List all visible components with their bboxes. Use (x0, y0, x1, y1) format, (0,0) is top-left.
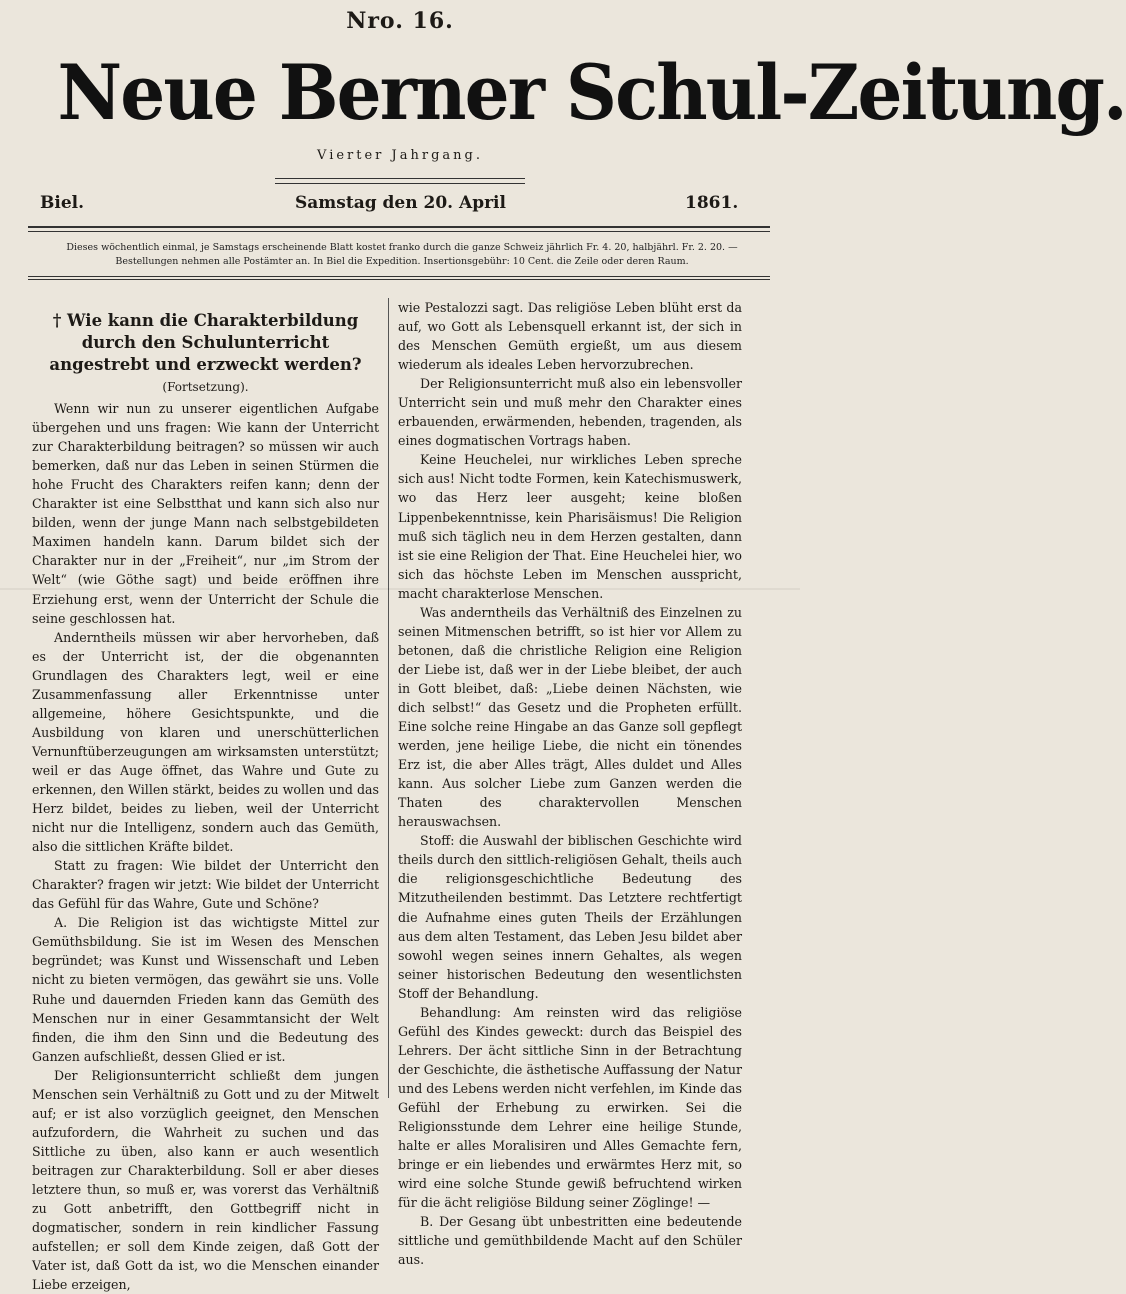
masthead-title: Neue Berner Schul-Zeitung. (57, 48, 1126, 137)
dateline-rule-2 (28, 231, 770, 232)
notice-rule (28, 276, 770, 277)
paragraph: Was anderntheils das Verhältniß des Einzelnen zu seinen Mitmenschen betrifft, so ist hier vor Allem zu betonen, daß die christliche Religion eine Religion der Liebe ist, daß wer in der Liebe bleibet, der auch in Gott bleibet, daß: „Liebe deinen Nächsten, wie dich selbst!“ das Gesetz und die Propheten erfüllt. Eine solche reine Hingabe an das Ganze soll gepflegt werden, jene heilige Liebe, die nicht ein tönendes Erz ist, die aber Alles trägt, Alles duldet und Alles kann. Aus solcher Liebe zum Ganzen werden die Thaten des charaktervollen Menschen herauswachsen. (398, 604, 742, 830)
dateline-rule-1 (28, 226, 770, 228)
article-title: † Wie kann die Charakterbildung durch den Schulunterricht angestrebt und erzweckt werden? (49, 311, 362, 374)
paragraph: Wenn wir nun zu unserer eigentlichen Aufgabe übergehen und uns fragen: Wie kann der Unterricht zur Charakterbildung beitragen? so müssen wir auch bemerken, daß nur das Leben in seinen Stürmen die hohe Frucht des Charakters reifen kann; denn der Charakter ist eine Selbstthat und kann sich also nur bilden, wenn der junge Mann nach selbstgebildeten Maximen handeln kann. Darum bildet sich der Charakter nur in der „Freiheit“, nur „im Strom der Welt“ (wie Göthe sagt) und beide eröffnen ihre Erziehung erst, wenn der Unterricht der Schule die seine geschlossen hat. (32, 401, 379, 626)
dateline (40, 193, 739, 219)
column-right (398, 298, 743, 1268)
notice-line-2: Bestellungen nehmen alle Postämter an. In Biel die Expedition. Insertionsgebühr: 10 Cent. die Zeile oder deren Raum. (115, 256, 689, 267)
issue-year: 1861. (685, 193, 739, 213)
notice-line-1: Dieses wöchentlich einmal, je Samstags erscheinende Blatt kostet franko durch die ganze Schweiz jährlich Fr. 4. 20, halbjährl. Fr. 2. 20. — (66, 242, 738, 253)
issue-date: Samstag den 20. April (295, 193, 506, 213)
paragraph: Behandlung: Am reinsten wird das religiöse Gefühl des Kindes geweckt: durch das Beispiel des Lehrers. Der ächt sittliche Sinn in der Betrachtung der Geschichte, die ästhetische Auffassung der Natur und des Lebens werden nicht verfehlen, im Kinde das Gefühl der Erhebung zu erwirken. Sei die Religionsstunde dem Lehrer eine heilige Stunde, halte er alles Moralisiren und Alles Gemachte fern, bringe er ein liebendes und erwärmtes Herz mit, so wird eine solche Stunde gewiß befruchtend wirken für die ächt religiöse Bildung seiner Zöglinge! — (398, 1004, 742, 1211)
paragraph: Der Religionsunterricht schließt dem jungen Menschen sein Verhältniß zu Gott und zu der Mitwelt auf; er ist also vorzüglich geeignet, den Menschen aufzufordern, die Wahrheit zu suchen und das Sittliche zu üben, also kann er auch wesentlich beitragen zur Charakterbildung. Soll er aber dieses letztere thun, so muß er, was vorerst das Verhältniß zu Gott anbetrifft, den Gottbegriff nicht in dogmatischer, sondern in rein kindlicher Fassung aufstellen; er soll dem Kinde zeigen, daß Gott der Vater ist, daß Gott da ist, wo die Menschen einander Liebe erzeigen, (32, 1067, 379, 1293)
paragraph: Anderntheils müssen wir aber hervorheben, daß es der Unterricht ist, der die obgenannten Grundlagen des Charakters legt, weil er eine Zusammenfassung aller Erkenntnisse unter allgemeine, höhere Gesichtspunkte, und die Ausbildung von klaren und unerschütterlichen Vernunftüberzeugungen am wirksamsten unterstützt; weil er das Auge öffnet, das Wahre und Gute zu erkennen, den Willen stärkt, beides zu wollen und das Herz bildet, beides zu lieben, weil der Unterricht nicht nur die Intelligenz, sondern auch das Gemüth, also die sittlichen Kräfte bildet. (32, 629, 379, 855)
article-continuation: (Fortsetzung). (162, 380, 249, 394)
column-left (32, 298, 379, 1293)
issue-number: Nro. 16. (346, 8, 454, 34)
masthead-rule-bottom (275, 183, 525, 184)
notice-rule-2 (28, 279, 770, 280)
volume-line: Vierter Jahrgang. (317, 148, 483, 163)
paragraph: wie Pestalozzi sagt. Das religiöse Leben blüht erst da auf, wo Gott als Lebensquell erkannt ist, der sich in des Menschen Gemüth ergießt, um aus diesem wiederum als ideales Leben hervorzubrechen. (398, 300, 742, 373)
subscription-notice (32, 241, 772, 269)
paragraph: A. Die Religion ist das wichtigste Mittel zur Gemüthsbildung. Sie ist im Wesen des Menschen begründet; was Kunst und Wissenschaft und Leben nicht zu bieten vermögen, das gewährt sie uns. Volle Ruhe und dauernden Frieden kann das Gemüth des Menschen nur in einer Gesammtansicht der Welt finden, die ihm den Sinn und die Bedeutung des Ganzen aufschließt, dessen Glied er ist. (32, 915, 379, 1064)
column-divider (388, 298, 389, 1098)
paper-fold (0, 588, 800, 590)
paragraph: Der Religionsunterricht muß also ein lebensvoller Unterricht sein und muß mehr den Charakter eines erbauenden, erwärmenden, hebenden, tragenden, als eines dogmatischen Vortrags haben. (398, 376, 742, 449)
paragraph: Stoff: die Auswahl der biblischen Geschichte wird theils durch den sittlich-religiösen Gehalt, theils auch die religionsgeschichtliche Bedeutung des Mitzutheilenden bestimmt. Das Letztere rechtfertigt die Aufnahme eines guten Theils der Erzählungen aus dem alten Testament, das Leben Jesu bildet aber sowohl wegen seines innern Gehaltes, als wegen seiner historischen Bedeutung den wesentlichsten Stoff der Behandlung. (398, 833, 742, 1001)
paragraph: Statt zu fragen: Wie bildet der Unterricht den Charakter? fragen wir jetzt: Wie bildet der Unterricht das Gefühl für das Wahre, Gute und Schöne? (32, 858, 379, 912)
paragraph: Keine Heuchelei, nur wirkliches Leben spreche sich aus! Nicht todte Formen, kein Katechismuswerk, wo das Herz leer ausgeht; keine bloßen Lippenbekenntnisse, kein Pharisäismus! Die Religion muß sich täglich neu in dem Herzen gestalten, dann ist sie eine Religion der That. Eine Heuchelei hier, wo sich das höchste Leben im Menschen ausspricht, macht charakterlose Menschen. (398, 452, 743, 601)
paragraph: B. Der Gesang übt unbestritten eine bedeutende sittliche und gemüthbildende Macht auf den Schüler aus. (398, 1214, 742, 1268)
place: Biel. (40, 193, 85, 213)
masthead-rule-top (275, 178, 525, 179)
